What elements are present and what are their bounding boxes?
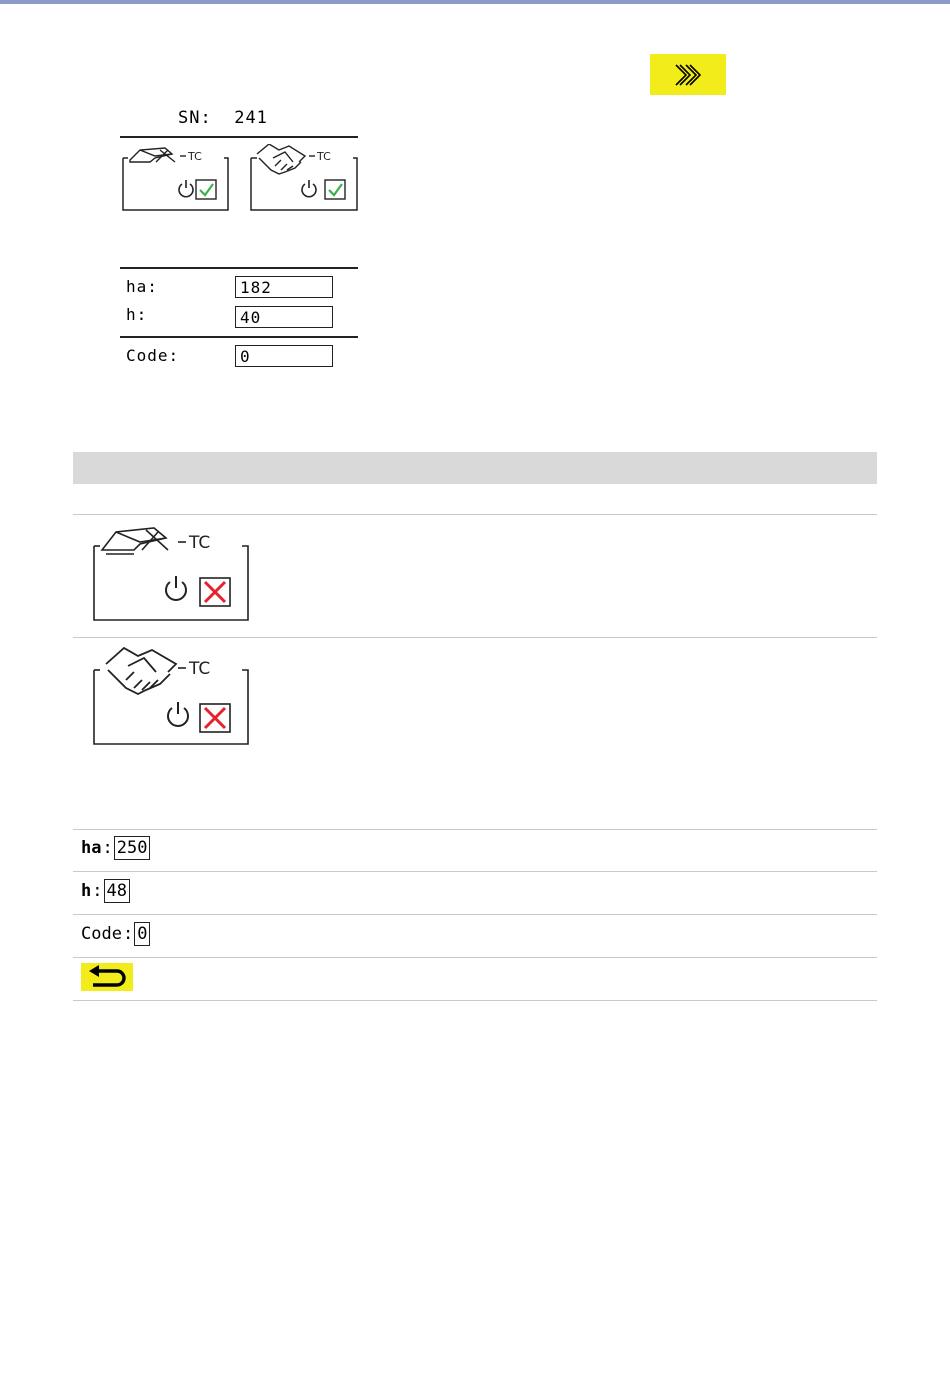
serial-number <box>178 108 268 128</box>
separator: : <box>102 838 113 858</box>
handshake-icon <box>106 648 176 694</box>
power-icon <box>166 576 186 600</box>
row-divider <box>73 514 877 515</box>
code-field[interactable]: 0 <box>235 345 333 367</box>
power-icon <box>179 180 193 197</box>
h-value: 48 <box>104 879 130 903</box>
handshake-tc-status <box>249 144 355 216</box>
power-icon <box>168 702 188 726</box>
book-icon <box>102 528 168 554</box>
ha-label: ha <box>81 838 102 858</box>
checkbox-cross-icon <box>200 704 230 732</box>
row-divider <box>73 637 877 638</box>
tc-label: TC <box>189 659 211 679</box>
table-row <box>82 520 262 632</box>
ha-field[interactable]: 182 <box>235 276 333 298</box>
back-button[interactable] <box>81 963 133 991</box>
sn-value: 241 <box>234 108 268 128</box>
row-divider <box>73 829 877 830</box>
row-divider <box>73 1000 877 1001</box>
table-header <box>73 452 877 484</box>
device-screen <box>114 100 366 382</box>
separator: : <box>92 881 103 901</box>
fast-forward-icon <box>672 63 704 87</box>
divider <box>120 267 358 269</box>
handshake-icon <box>257 144 305 174</box>
ha-value: 250 <box>114 836 151 860</box>
power-icon <box>302 180 316 197</box>
table-row <box>82 644 262 756</box>
ha-display <box>81 836 150 860</box>
return-arrow-icon <box>85 965 129 989</box>
book-icon <box>130 148 175 162</box>
page-top-rule <box>0 0 950 4</box>
row-divider <box>73 914 877 915</box>
checkbox-checked-icon <box>325 180 345 199</box>
code-label: Code: <box>126 346 180 365</box>
separator: : <box>122 924 134 944</box>
checkbox-cross-icon <box>200 578 230 606</box>
checkbox-checked-icon <box>196 180 216 199</box>
divider <box>120 136 358 138</box>
tc-label: TC <box>189 533 211 553</box>
divider <box>120 336 358 338</box>
row-divider <box>73 957 877 958</box>
h-field[interactable]: 40 <box>235 306 333 328</box>
next-button[interactable] <box>650 54 726 95</box>
h-label: h: <box>126 305 148 324</box>
tc-label: TC <box>188 150 202 163</box>
book-tc-status <box>120 144 226 216</box>
row-divider <box>73 871 877 872</box>
code-value: 0 <box>134 922 150 946</box>
tc-label: TC <box>317 150 331 163</box>
h-label: h <box>81 881 92 901</box>
h-display <box>81 879 130 903</box>
sn-label: SN: <box>178 108 212 128</box>
ha-label: ha: <box>126 277 158 296</box>
code-label: Code <box>81 924 122 944</box>
code-display <box>81 922 150 946</box>
